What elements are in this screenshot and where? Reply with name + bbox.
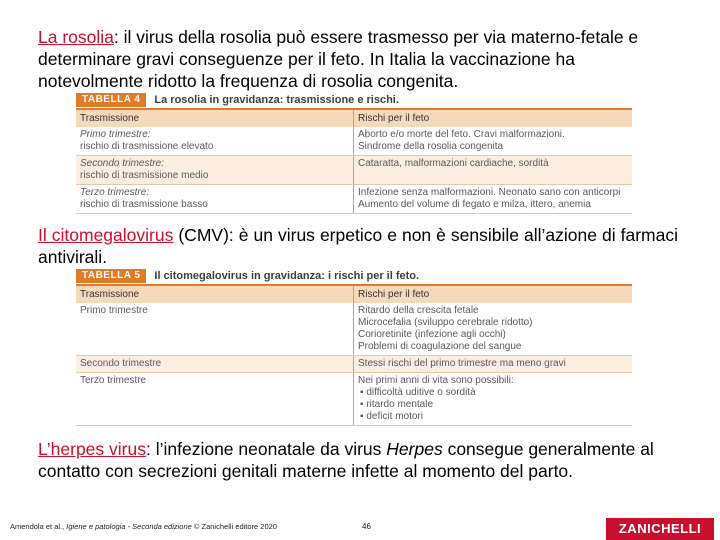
rosolia-term: La rosolia: [38, 27, 114, 47]
list-item: ▪ deficit motori: [358, 411, 628, 423]
table-row: [76, 127, 632, 156]
cmv-text: (CMV): è un virus erpetico e non è sensibile all’azione di farmaci antivirali.: [38, 225, 678, 267]
cmv-term: Il citomegalovirus: [38, 225, 174, 245]
table-4-column-headers: [76, 110, 632, 127]
row-effect: Aumento del volume di fegato e milza, ittero, anemia: [358, 199, 591, 210]
publisher-logo: ZANICHELLI: [606, 518, 714, 540]
table-4: [76, 92, 632, 214]
row-period: Primo trimestre:: [80, 129, 151, 140]
table-4-header: [76, 92, 632, 110]
row-effect: Corioretinite (infezione agli occhi): [358, 329, 506, 340]
row-period: Primo trimestre: [76, 303, 354, 355]
row-period: Terzo trimestre: [76, 373, 354, 425]
table-row: [76, 185, 632, 214]
herpes-italic: Herpes: [386, 439, 443, 459]
row-effect: Microcefalia (sviluppo cerebrale ridotto): [358, 317, 533, 328]
row-effect: Sindrome della rosolia congenita: [358, 141, 504, 152]
row-effect-intro: Nei primi anni di vita sono possibili:: [358, 375, 514, 386]
table-4-number: TABELLA 4: [76, 93, 146, 107]
row-period: Terzo trimestre:: [80, 187, 150, 198]
table-5-column-headers: [76, 286, 632, 303]
row-risk: rischio di trasmissione medio: [80, 170, 209, 181]
footer-citation: [10, 522, 277, 531]
table-4-col-risks: Rischi per il feto: [358, 113, 430, 124]
herpes-text-b: consegue generalmente al contatto con secrezioni genitali materne infette al momento del parto.: [38, 439, 654, 481]
effect-bullet-list: [358, 387, 628, 423]
herpes-term: L’herpes virus: [38, 439, 146, 459]
rosolia-paragraph: [38, 26, 678, 92]
table-5-header: [76, 268, 632, 286]
table-4-col-transmission: Trasmissione: [76, 110, 354, 127]
table-5-title: Il citomegalovirus in gravidanza: i rischi per il feto.: [154, 270, 420, 282]
row-effect: Aborto e/o morte del feto. Cravi malformazioni.: [358, 129, 565, 140]
table-row: [76, 303, 632, 356]
list-item: ▪ difficoltà uditive o sordità: [358, 387, 628, 399]
table-5-number: TABELLA 5: [76, 269, 146, 283]
table-row: [76, 156, 632, 185]
row-period: Secondo trimestre:: [80, 158, 164, 169]
herpes-paragraph: [38, 438, 678, 482]
row-risk: rischio di trasmissione elevato: [80, 141, 214, 152]
herpes-text-a: : l’infezione neonatale da virus: [145, 439, 387, 459]
page-number: 46: [362, 522, 371, 531]
list-item: ▪ ritardo mentale: [358, 399, 628, 411]
footer-publisher: © Zanichelli editore 2020: [191, 522, 277, 531]
table-row: [76, 373, 632, 426]
cmv-paragraph: [38, 224, 678, 268]
row-effect: Problemi di coagulazione del sangue: [358, 341, 522, 352]
rosolia-text: : il virus della rosolia può essere trasmesso per via materno-fetale e determinare gravi conseguenze per il feto. In Italia la vaccinazione ha notevolmente ridotto la frequenza di rosolia congenita.: [38, 27, 639, 91]
table-5-col-risks: Rischi per il feto: [358, 289, 430, 300]
table-4-title: La rosolia in gravidanza: trasmissione e rischi.: [154, 94, 399, 106]
footer-authors: Amendola et al.,: [10, 522, 67, 531]
table-row: [76, 356, 632, 373]
table-5-col-transmission: Trasmissione: [76, 286, 354, 303]
row-effect: Stessi rischi del primo trimestre ma meno gravi: [358, 358, 566, 369]
row-effect: Cataratta, malformazioni cardiache, sordità: [358, 158, 549, 169]
row-period: Secondo trimestre: [76, 356, 354, 372]
row-effect: Infezione senza malformazioni. Neonato sano con anticorpi: [358, 187, 621, 198]
row-effect: Ritardo della crescita fetale: [358, 305, 479, 316]
table-5: [76, 268, 632, 426]
footer-book: Igiene e patologia - Seconda edizione: [66, 522, 192, 531]
row-risk: rischio di trasmissione basso: [80, 199, 208, 210]
